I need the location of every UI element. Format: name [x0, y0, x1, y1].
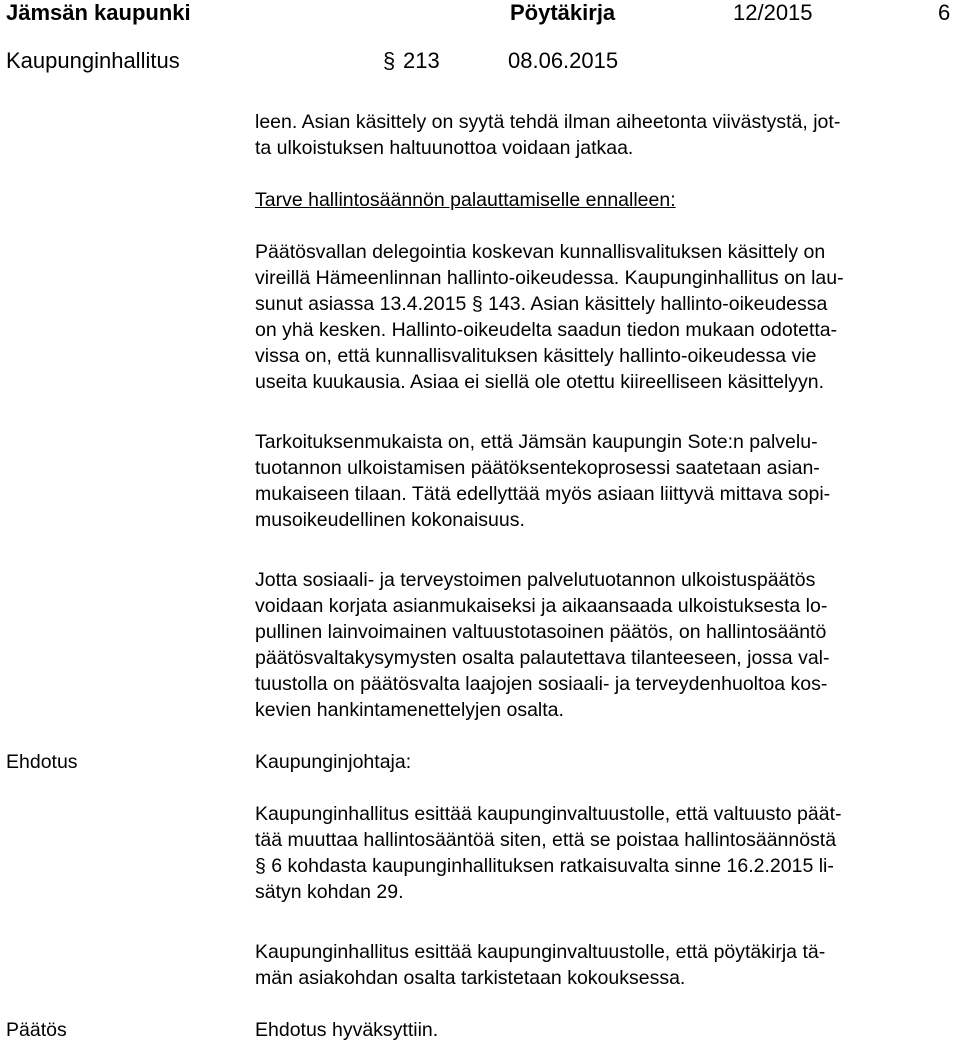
underlined-heading: Tarve hallintosäännön palauttamiselle ennalleen:	[255, 189, 676, 211]
text-line: on yhä kesken. Hallinto-oikeudelta saadun tiedon mukaan odotetta-	[255, 319, 838, 341]
proposal-paragraph-1	[255, 801, 960, 905]
text-line: mukaiseen tilaan. Tätä edellyttää myös asiaan liittyvä mittava sopi-	[255, 483, 831, 505]
text-line: sätyn kohdan 29.	[255, 881, 404, 903]
text-line: Kaupunginhallitus esittää kaupunginvaltuustolle, että pöytäkirja tä-	[255, 941, 826, 963]
section-number: 213	[403, 48, 440, 73]
text-line: pullinen lainvoimainen valtuustotasoinen päätös, on hallintosääntö	[255, 621, 827, 643]
text-line: useita kuukausia. Asiaa ei siellä ole otettu kiireelliseen käsittelyyn.	[255, 371, 825, 393]
proposal-paragraph-2	[255, 939, 960, 991]
text-line: musoikeudellinen kokonaisuus.	[255, 509, 525, 531]
decision-text	[255, 1017, 960, 1043]
meeting-date: 08.06.2015	[508, 48, 619, 73]
text-line: kevien hankintamenettelyjen osalta.	[255, 699, 564, 721]
proposal-label: Ehdotus	[6, 751, 78, 773]
text-line: sunut asiassa 13.4.2015 § 143. Asian käsittely hallinto-oikeudessa	[255, 293, 828, 315]
text-line: § 6 kohdasta kaupunginhallituksen ratkaisuvalta sinne 16.2.2015 li-	[255, 855, 834, 877]
text-line: Jotta sosiaali- ja terveystoimen palvelutuotannon ulkoistuspäätös	[255, 569, 816, 591]
text-line: tuotannon ulkoistamisen päätöksentekoprosessi saatetaan asian-	[255, 457, 820, 479]
page-number: 6	[938, 0, 951, 25]
meeting-body: Kaupunginhallitus	[6, 48, 180, 73]
text-line: leen. Asian käsittely on syytä tehdä ilman aiheetonta viivästystä, jot-	[255, 111, 841, 133]
section-symbol: §	[383, 48, 396, 73]
paragraph-purpose	[255, 429, 960, 533]
proposal-presenter	[255, 749, 960, 775]
text-line: vireillä Hämeenlinnan hallinto-oikeudessa. Kaupunginhallitus on lau-	[255, 267, 844, 289]
decision-label: Päätös	[6, 1019, 67, 1041]
text-line: Ehdotus hyväksyttiin.	[255, 1019, 439, 1041]
text-line: Tarkoituksenmukaista on, että Jämsän kaupungin Sote:n palvelu-	[255, 431, 818, 453]
document-number: 12/2015	[733, 0, 813, 25]
subheading-restore-rules	[255, 187, 960, 213]
text-line: Kaupunginhallitus esittää kaupunginvaltuustolle, että valtuusto päät-	[255, 803, 842, 825]
text-line: ta ulkoistuksen haltuunottoa voidaan jatkaa.	[255, 137, 634, 159]
paragraph-justification	[255, 567, 960, 723]
text-line: tuustolla on päätösvalta laajojen sosiaali- ja terveydenhuoltoa kos-	[255, 673, 828, 695]
text-line: män asiakohdan osalta tarkistetaan kokouksessa.	[255, 967, 686, 989]
paragraph-continuation	[255, 109, 960, 161]
paragraph-appeal-status	[255, 239, 960, 395]
presenter-text: Kaupunginjohtaja:	[255, 751, 412, 773]
text-line: Päätösvallan delegointia koskevan kunnallisvalituksen käsittely on	[255, 241, 826, 263]
text-line: vissa on, että kunnallisvalituksen käsittely hallinto-oikeudessa vie	[255, 345, 817, 367]
text-line: päätösvaltakysymysten osalta palautettava tilanteeseen, jossa val-	[255, 647, 830, 669]
text-line: voidaan korjata asianmukaiseksi ja aikaansaada ulkoistuksesta lo-	[255, 595, 828, 617]
text-line: tää muuttaa hallintosääntöä siten, että se poistaa hallintosäännöstä	[255, 829, 837, 851]
municipality-name: Jämsän kaupunki	[6, 0, 191, 25]
document-type: Pöytäkirja	[510, 0, 616, 25]
